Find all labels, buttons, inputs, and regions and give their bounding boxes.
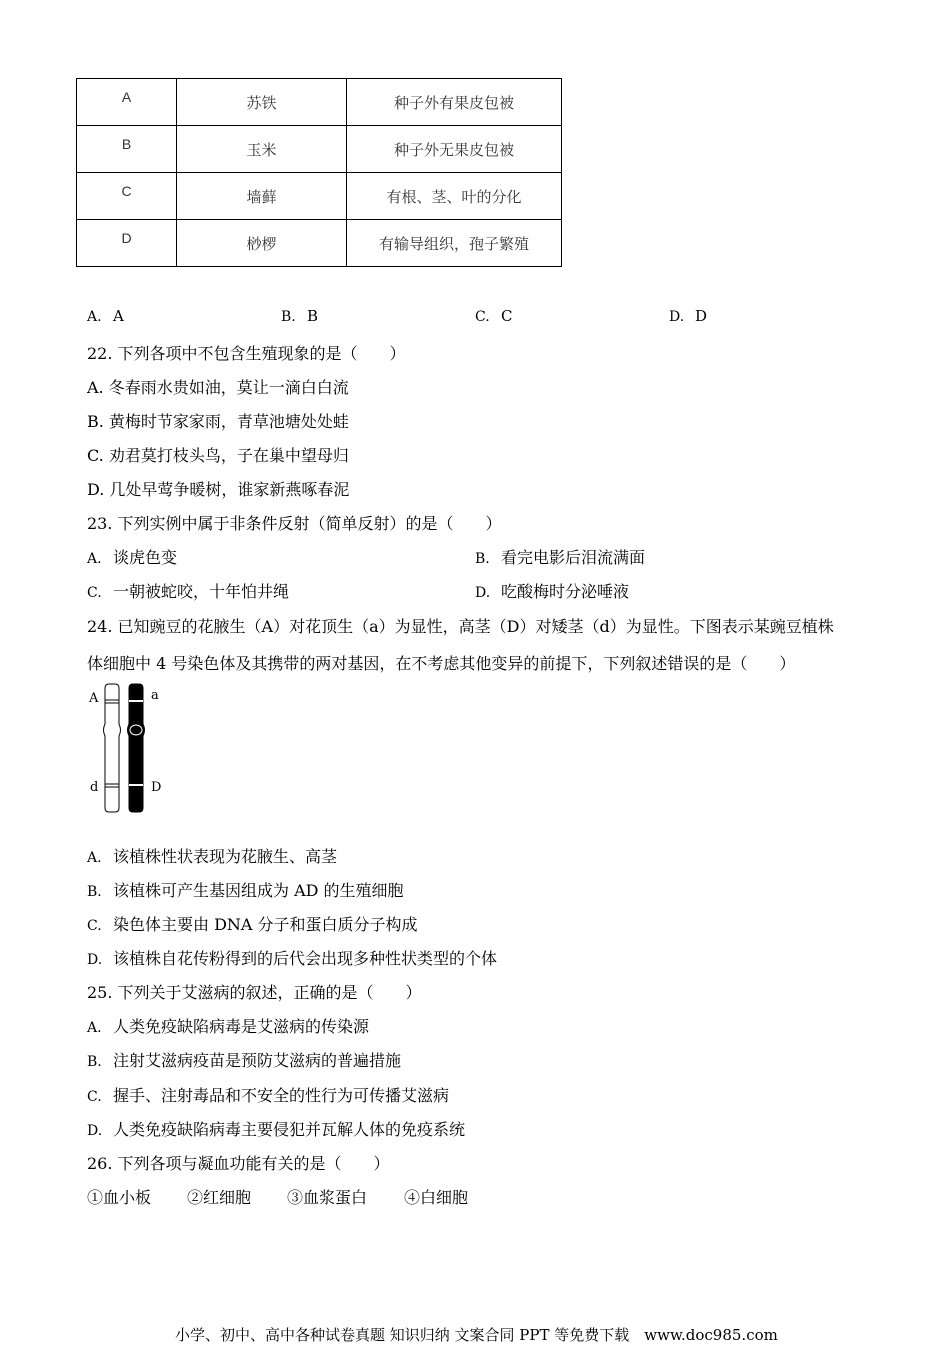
table-row xyxy=(77,173,562,220)
q23-stem: 23. 下列实例中属于非条件反射（简单反射）的是（ ） xyxy=(87,514,502,533)
page-footer: 小学、初中、高中各种试卷真题 知识归纳 文案合同 PPT 等免费下载 www.doc985.com xyxy=(175,1326,778,1344)
table-cell-feature: 有根、茎、叶的分化 xyxy=(347,173,562,220)
q22-option-d: D. 几处早莺争暖树，谁家新燕啄春泥 xyxy=(87,480,350,499)
q25-option-a: A. 人类免疫缺陷病毒是艾滋病的传染源 xyxy=(87,1017,370,1036)
gene-label-D: D xyxy=(151,780,162,795)
table-row xyxy=(77,126,562,173)
q24-stem-line1: 24. 已知豌豆的花腋生（A）对花顶生（a）为显性，高茎（D）对矮茎（d）为显性。下图表示某豌豆植株 xyxy=(87,617,834,636)
q23-option-c: C. 一朝被蛇咬，十年怕井绳 xyxy=(87,582,290,601)
q21-option-c: C. C xyxy=(475,307,513,325)
q25-stem: 25. 下列关于艾滋病的叙述，正确的是（ ） xyxy=(87,983,422,1002)
q26-stem: 26. 下列各项与凝血功能有关的是（ ） xyxy=(87,1154,390,1173)
q24-option-c: C. 染色体主要由 DNA 分子和蛋白质分子构成 xyxy=(87,915,418,934)
q23-option-d: D. 吃酸梅时分泌唾液 xyxy=(475,582,630,601)
table-cell-plant: 苏铁 xyxy=(177,79,347,126)
q25-option-b: B. 注射艾滋病疫苗是预防艾滋病的普遍措施 xyxy=(87,1051,402,1070)
q22-option-b: B. 黄梅时节家家雨，青草池塘处处蛙 xyxy=(87,412,349,431)
table-cell-letter: B xyxy=(77,126,177,173)
table-cell-letter: D xyxy=(77,220,177,267)
gene-label-d: d xyxy=(90,780,99,795)
table-row xyxy=(77,220,562,267)
options-table xyxy=(76,78,562,267)
chromosome-figure xyxy=(84,682,174,818)
q23-option-a: A. 谈虎色变 xyxy=(87,548,178,567)
q24-option-b: B. 该植株可产生基因组成为 AD 的生殖细胞 xyxy=(87,881,404,900)
table-row xyxy=(77,79,562,126)
table-cell-plant: 玉米 xyxy=(177,126,347,173)
q23-option-b: B. 看完电影后泪流满面 xyxy=(475,548,646,567)
q26-item-2: ②红细胞 xyxy=(187,1188,252,1207)
table-cell-feature: 种子外有果皮包被 xyxy=(347,79,562,126)
table-cell-plant: 墙藓 xyxy=(177,173,347,220)
table-cell-plant: 桫椤 xyxy=(177,220,347,267)
table-cell-letter: A xyxy=(77,79,177,126)
q22-option-c: C. 劝君莫打枝头鸟，子在巢中望母归 xyxy=(87,446,349,465)
q21-option-a: A. A xyxy=(87,307,124,325)
q21-option-d: D. D xyxy=(669,307,708,325)
q26-item-3: ③血浆蛋白 xyxy=(287,1188,368,1207)
gene-label-a: a xyxy=(151,688,159,703)
q24-stem-line2: 体细胞中 4 号染色体及其携带的两对基因，在不考虑其他变异的前提下，下列叙述错误的是（ ） xyxy=(87,654,796,673)
q22-stem: 22. 下列各项中不包含生殖现象的是（ ） xyxy=(87,344,406,363)
chromosome-right xyxy=(128,684,145,812)
table-cell-letter: C xyxy=(77,173,177,220)
q26-item-4: ④白细胞 xyxy=(404,1188,469,1207)
q24-option-a: A. 该植株性状表现为花腋生、高茎 xyxy=(87,847,338,866)
q26-item-1: ①血小板 xyxy=(87,1188,152,1207)
gene-label-A: A xyxy=(89,691,99,706)
table-cell-feature: 种子外无果皮包被 xyxy=(347,126,562,173)
q22-option-a: A. 冬春雨水贵如油，莫让一滴白白流 xyxy=(87,378,349,397)
q24-option-d: D. 该植株自花传粉得到的后代会出现多种性状类型的个体 xyxy=(87,949,498,968)
q25-option-d: D. 人类免疫缺陷病毒主要侵犯并瓦解人体的免疫系统 xyxy=(87,1120,466,1139)
q25-option-c: C. 握手、注射毒品和不安全的性行为可传播艾滋病 xyxy=(87,1086,450,1105)
table-cell-feature: 有输导组织，孢子繁殖 xyxy=(347,220,562,267)
q21-option-b: B. B xyxy=(281,307,319,325)
